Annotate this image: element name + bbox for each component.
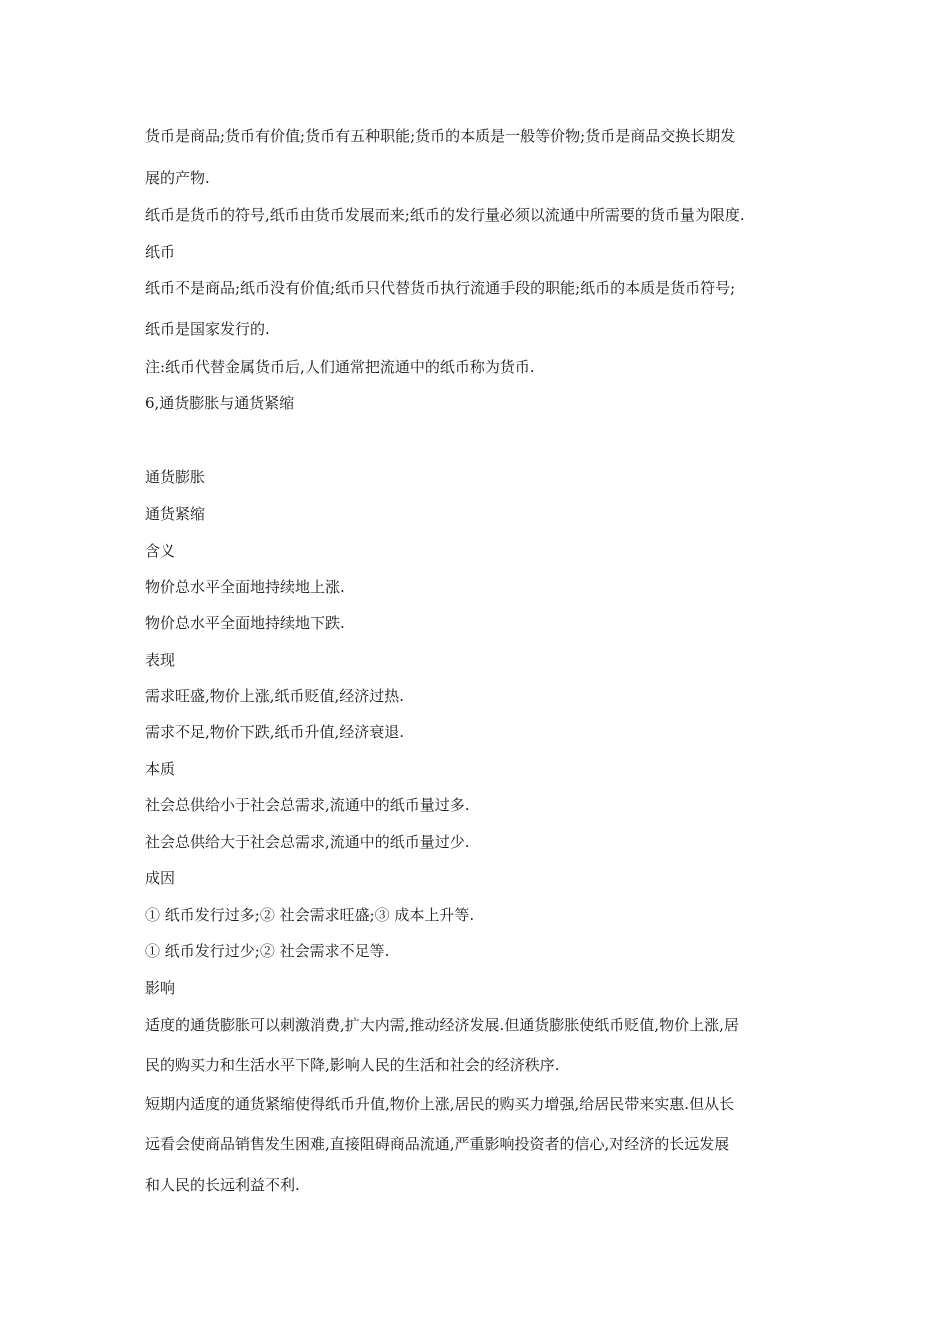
cell-text: ① 纸币发行过少;② 社会需求不足等. [145,942,390,960]
cell-text: 民的购买力和生活水平下降,影响人民的生活和社会的经济秩序. [145,1056,560,1074]
row-label-essence: 本质 [145,760,176,778]
paragraph-line: 纸币是货币的符号,纸币由货币发展而来;纸币的发行量必须以流通中所需要的货币量为限度. [145,206,745,224]
cell-text: 远看会使商品销售发生困难,直接阻碍商品流通,严重影响投资者的信心,对经济的长远发展 [145,1135,730,1153]
column-header-deflation: 通货紧缩 [145,505,206,523]
note-line: 注:纸币代替金属货币后,人们通常把流通中的纸币称为货币. [145,358,535,376]
cell-text: ① 纸币发行过多;② 社会需求旺盛;③ 成本上升等. [145,906,475,924]
paragraph-line: 展的产物. [145,169,210,187]
row-label-impact: 影响 [145,979,176,997]
cell-text: 物价总水平全面地持续地上涨. [145,578,345,596]
row-label-performance: 表现 [145,651,176,669]
paragraph-line: 纸币不是商品;纸币没有价值;纸币只代替货币执行流通手段的职能;纸币的本质是货币符号; [145,279,736,297]
cell-text: 物价总水平全面地持续地下跌. [145,614,345,632]
cell-text: 社会总供给小于社会总需求,流通中的纸币量过多. [145,796,470,814]
cell-text: 适度的通货膨胀可以刺激消费,扩大内需,推动经济发展.但通货膨胀使纸币贬值,物价上涨,居 [145,1016,739,1034]
row-label-cause: 成因 [145,869,176,887]
section-heading: 6,通货膨胀与通货紧缩 [145,394,295,412]
column-header-inflation: 通货膨胀 [145,468,206,486]
row-label-meaning: 含义 [145,542,176,560]
paragraph-line: 货币是商品;货币有价值;货币有五种职能;货币的本质是一般等价物;货币是商品交换长期发 [145,127,736,145]
cell-text: 需求不足,物价下跌,纸币升值,经济衰退. [145,723,405,741]
paragraph-line: 纸币是国家发行的. [145,320,270,338]
cell-text: 短期内适度的通货紧缩使得纸币升值,物价上涨,居民的购买力增强,给居民带来实惠.但从长 [145,1095,735,1113]
cell-text: 和人民的长远利益不利. [145,1176,300,1194]
cell-text: 社会总供给大于社会总需求,流通中的纸币量过少. [145,833,470,851]
section-label: 纸币 [145,243,176,261]
cell-text: 需求旺盛,物价上涨,纸币贬值,经济过热. [145,687,405,705]
